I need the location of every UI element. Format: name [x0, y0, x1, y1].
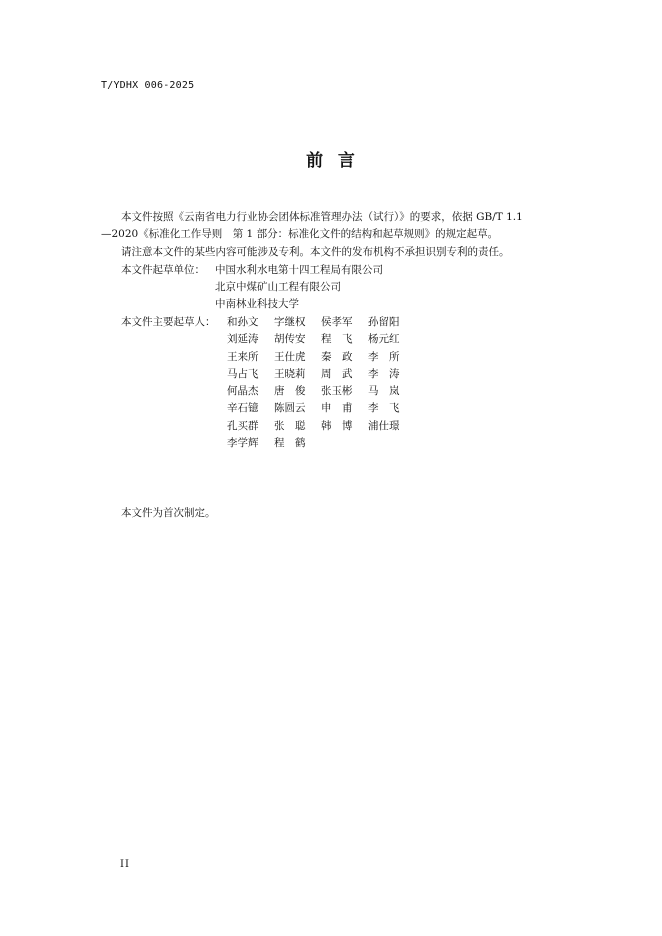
- drafter-name: 张 聪: [274, 419, 306, 432]
- drafter-name: 侯孝军: [321, 316, 353, 328]
- drafter-name: 李学辉: [227, 437, 259, 450]
- page-number: II: [120, 859, 130, 870]
- drafting-units-label: 本文件起草单位：: [121, 264, 205, 276]
- drafter-name: 王晓莉: [274, 367, 306, 380]
- paragraph-first-edition: 本文件为首次制定。: [121, 507, 216, 519]
- drafter-row: [227, 383, 415, 400]
- drafter-name: 马 岚: [368, 385, 400, 398]
- drafter-name: 何晶杰: [227, 385, 259, 398]
- drafter-name: 韩 博: [321, 419, 353, 432]
- drafter-row: [227, 418, 415, 435]
- drafter-row: [227, 314, 415, 331]
- document-code: T/YDHX 006-2025: [101, 80, 195, 91]
- drafter-name: 孙留阳: [368, 316, 400, 328]
- drafter-name: 杨元红: [368, 333, 400, 346]
- drafter-name: 孔买群: [227, 419, 259, 432]
- drafter-name: 程 飞: [321, 333, 353, 346]
- paragraph-2: 请注意本文件的某些内容可能涉及专利。本文件的发布机构不承担识别专利的责任。: [121, 246, 510, 258]
- drafter-name: 辛石镱: [227, 402, 259, 415]
- drafter-name: 秦 政: [321, 350, 353, 363]
- drafter-name: 李 涛: [368, 367, 400, 380]
- drafter-name: 王仕虎: [274, 350, 306, 363]
- drafter-name: 周 武: [321, 367, 353, 380]
- drafter-name: 刘延涛: [227, 333, 259, 346]
- drafter-row: [227, 435, 415, 452]
- drafter-row: [227, 349, 415, 366]
- drafter-name: 字继权: [274, 316, 306, 328]
- drafter-row: [227, 400, 415, 417]
- paragraph-1-line-1: 本文件按照《云南省电力行业协会团体标准管理办法（试行）》的要求，依据 GB/T 1.1: [121, 211, 523, 223]
- drafter-name: 马占飞: [227, 367, 259, 380]
- drafter-name: 申 甫: [321, 402, 353, 415]
- drafter-name: 程 鹤: [274, 437, 306, 450]
- drafter-name: 和孙文: [227, 316, 259, 328]
- drafter-name: 张玉彬: [321, 385, 353, 398]
- drafting-unit: 中国水利水电第十四工程局有限公司: [215, 264, 383, 276]
- drafter-name: 陈圆云: [274, 402, 306, 415]
- section-title: [0, 146, 662, 171]
- drafter-name: 唐 俊: [274, 385, 306, 398]
- drafter-row: [227, 331, 415, 348]
- drafting-unit: 中南林业科技大学: [215, 298, 299, 310]
- drafter-list: [227, 314, 415, 452]
- drafter-name: 李 所: [368, 350, 400, 363]
- drafter-name: 浦仕璟: [368, 419, 400, 432]
- drafter-name: 李 飞: [368, 402, 400, 415]
- paragraph-1-line-2: —2020《标准化工作导则 第 1 部分：标准化文件的结构和起草规则》的规定起草。: [101, 228, 499, 240]
- drafting-unit: 北京中煤矿山工程有限公司: [215, 281, 341, 293]
- drafter-row: [227, 366, 415, 383]
- drafter-name: 胡传安: [274, 333, 306, 346]
- drafter-name: 王来所: [227, 350, 259, 363]
- title-text: 前 言: [306, 151, 356, 171]
- main-drafters-label: 本文件主要起草人：: [121, 316, 216, 328]
